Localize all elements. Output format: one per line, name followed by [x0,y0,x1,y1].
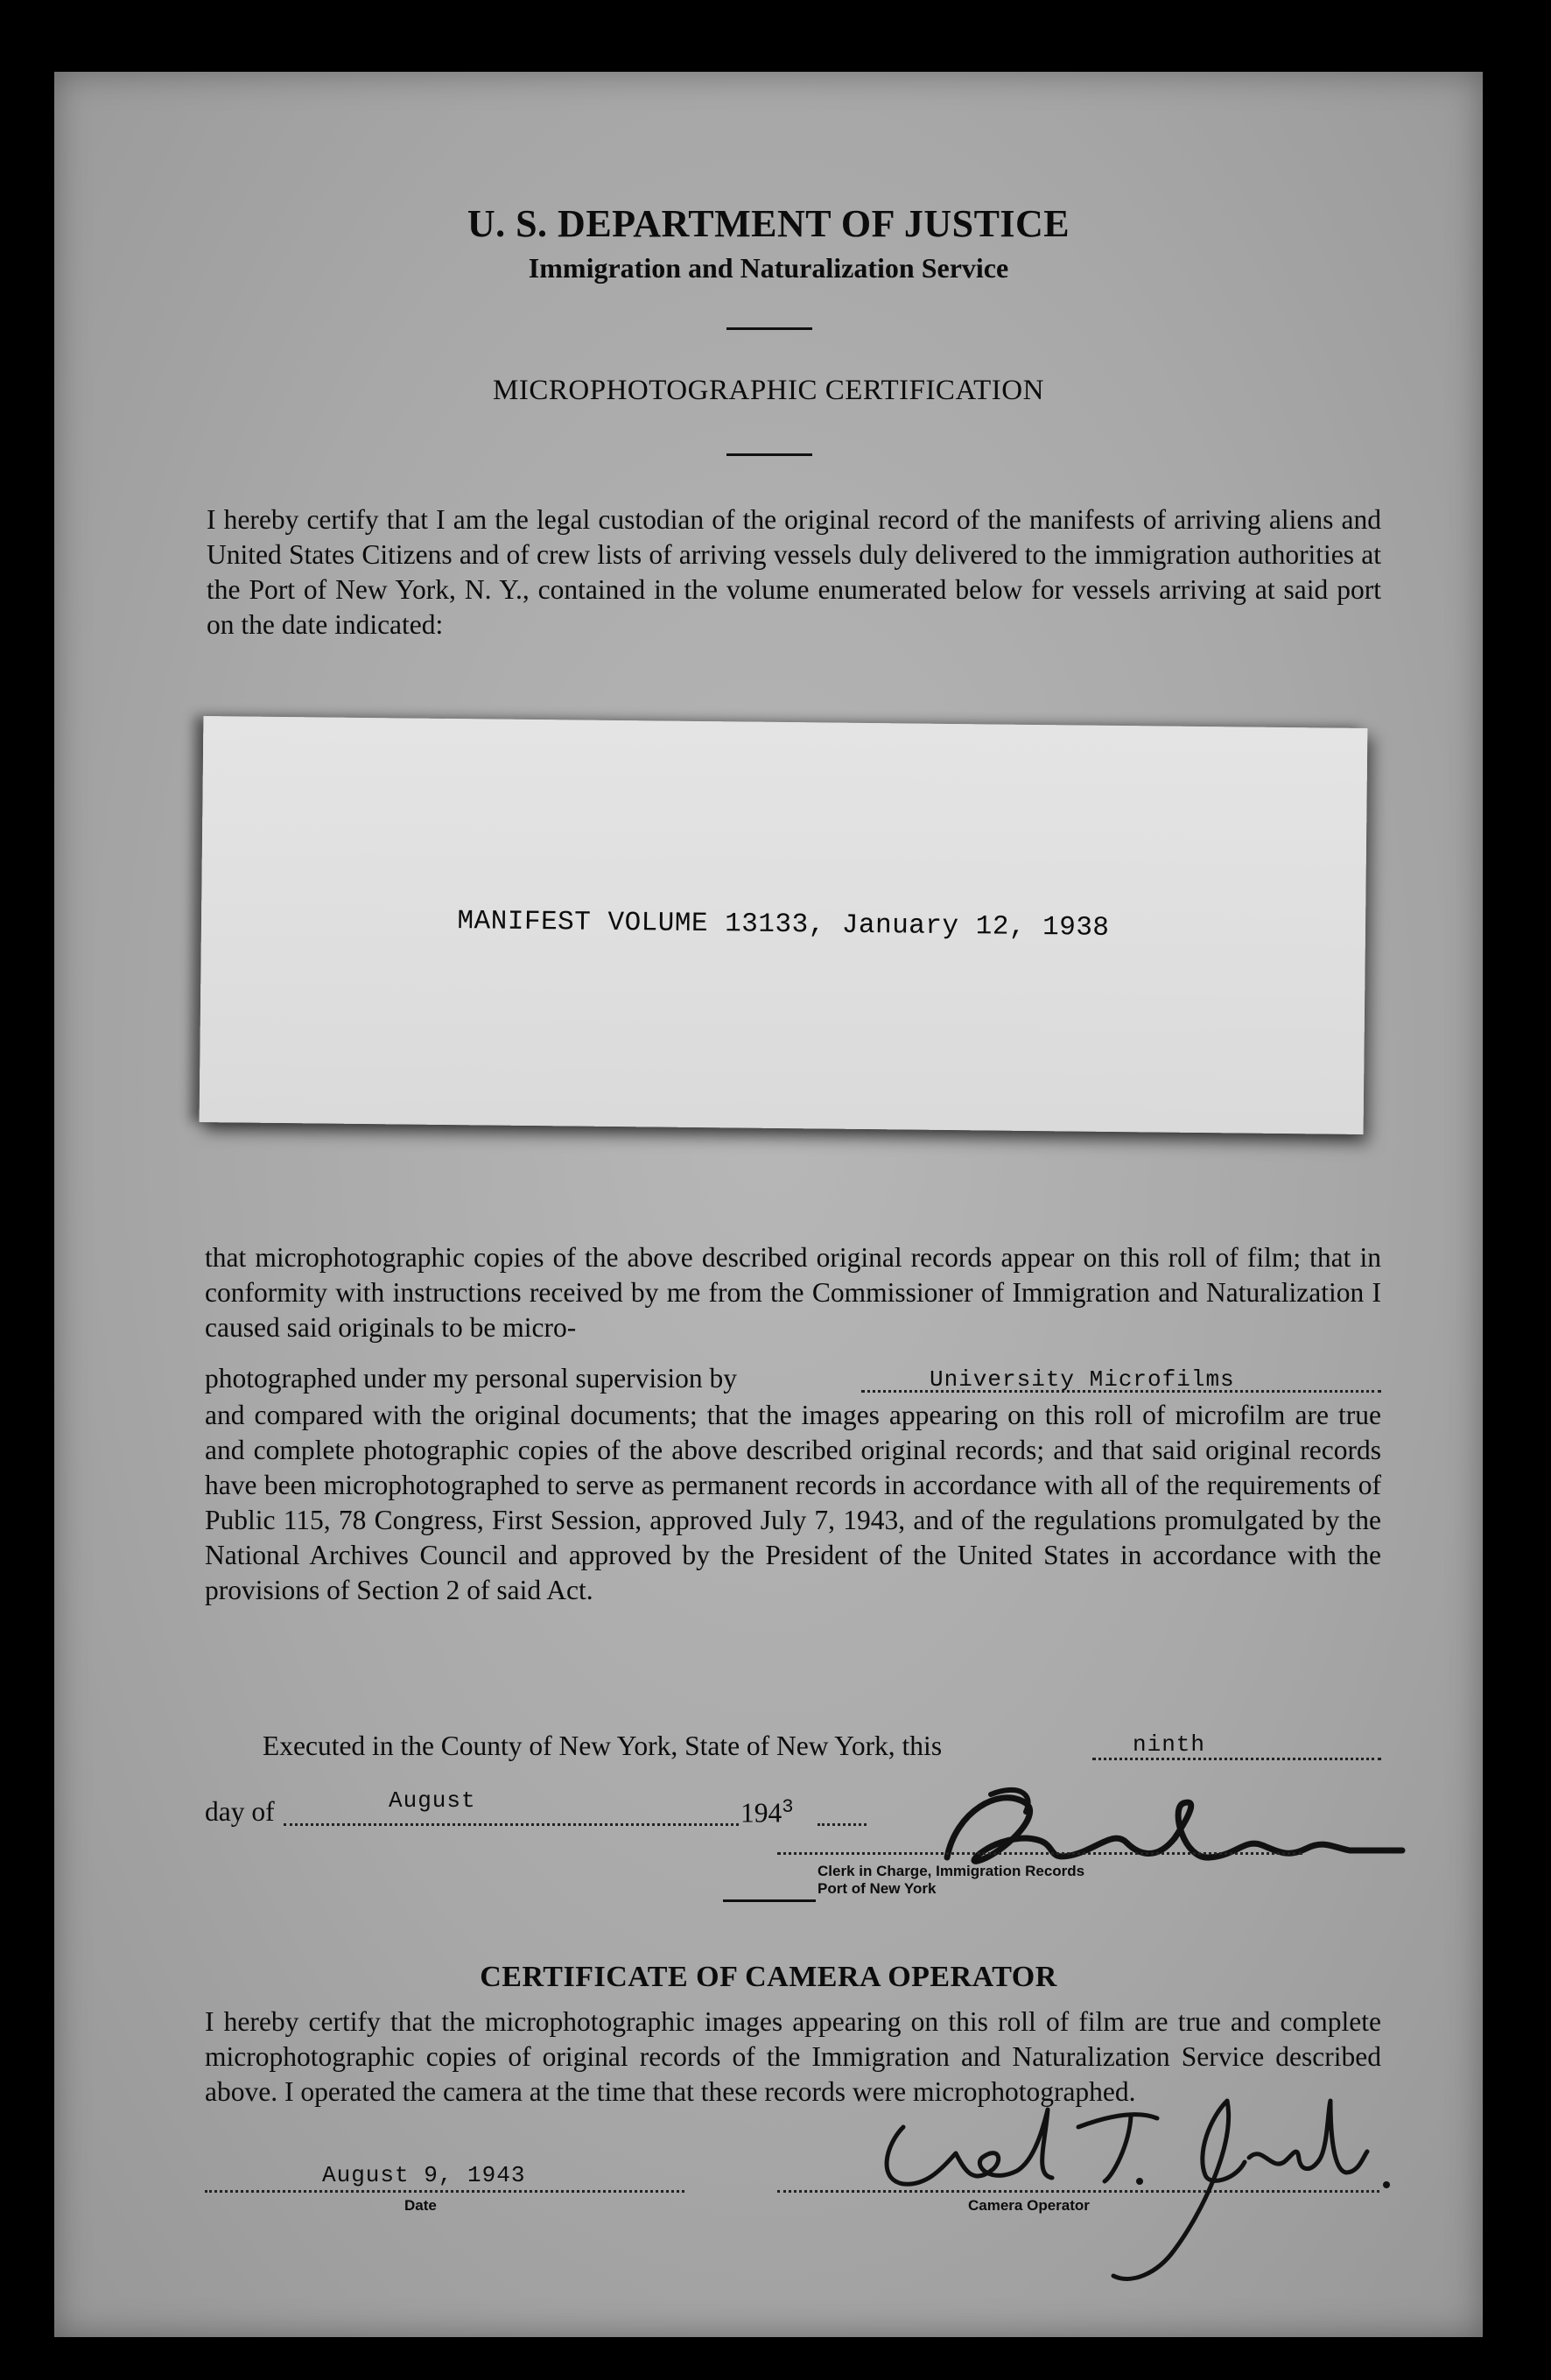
certification-title: MICROPHOTOGRAPHIC CERTIFICATION [493,375,1044,406]
certificate-sheet [54,72,1483,2337]
clerk-title-line-1: Clerk in Charge, Immigration Records [818,1863,1085,1879]
camera-operator-signature [851,2075,1411,2302]
year-prefix: 194 [740,1797,783,1829]
department-heading: U. S. DEPARTMENT OF JUSTICE [467,202,1070,245]
year-field [740,1796,794,1829]
heading-divider-bottom [726,453,812,456]
year-suffix: 3 [782,1796,795,1818]
camera-divider [723,1899,816,1902]
camera-operator-label: Camera Operator [968,2197,1090,2214]
body-paragraph-start: that microphotographic copies of the above described original records appear on this roll of film; that in conformity with instructions received by me from the Commissioner of Immigration and Naturalization I caused said originals to be micro- [205,1242,1381,1343]
month-value: August [389,1787,476,1814]
intro-paragraph: I hereby certify that I am the legal custodian of the original record of the manifests of arriving aliens and United States Citizens and of crew lists of arriving vessels duly delivered to the immigration authorities at the Port of New York, N. Y., contained in the volume enumerated below for vessels arriving at said port on the date indicated: [207,504,1381,640]
executed-line: Executed in the County of New York, State of New York, this [263,1731,943,1761]
photographed-by-line [205,1363,737,1394]
year-dotted-line [818,1823,867,1826]
camera-date-value: August 9, 1943 [322,2162,526,2188]
photographer-name: University Microfilms [930,1366,1235,1393]
date-label: Date [404,2197,437,2214]
manifest-volume-text: MANIFEST VOLUME 13133, January 12, 1938 [457,906,1110,944]
camera-paragraph: I hereby certify that the microphotographic images appearing on this roll of film are true and complete microphotographic copies of original records of the Immigration and Naturalization Service described above. I operated the camera at the time that these records were microphotographed. [205,2006,1381,2107]
service-subheading: Immigration and Naturalization Service [528,252,1009,284]
camera-certificate-heading: CERTIFICATE OF CAMERA OPERATOR [480,1961,1057,1993]
day-value: ninth [1133,1731,1206,1758]
day-dotted-line [1092,1758,1381,1760]
month-dotted-line [284,1823,739,1826]
body-paragraph-rest: and compared with the original documents; that the images appearing on this roll of microfilm are true and complete photographic copies of the above described original records; and that said original records have been microphotographed to serve as permanent records in accordance with all of the requirements of Public 115, 78 Congress, First Session, approved July 7, 1943, and of the regulations promulgated by the National Archives Council and approved by the President of the United States in accordance with the provisions of Section 2 of said Act. [205,1400,1381,1605]
clerk-signature-dotted-line [777,1852,1302,1855]
date-dotted-line [205,2190,684,2193]
clerk-signature [895,1777,1420,1899]
day-of-label: day of [205,1796,275,1827]
clerk-title-line-2: Port of New York [818,1880,937,1897]
manifest-volume-card [200,716,1368,1134]
heading-divider-top [726,327,812,330]
photographed-by-prefix: photographed under my personal supervision by [205,1363,738,1394]
